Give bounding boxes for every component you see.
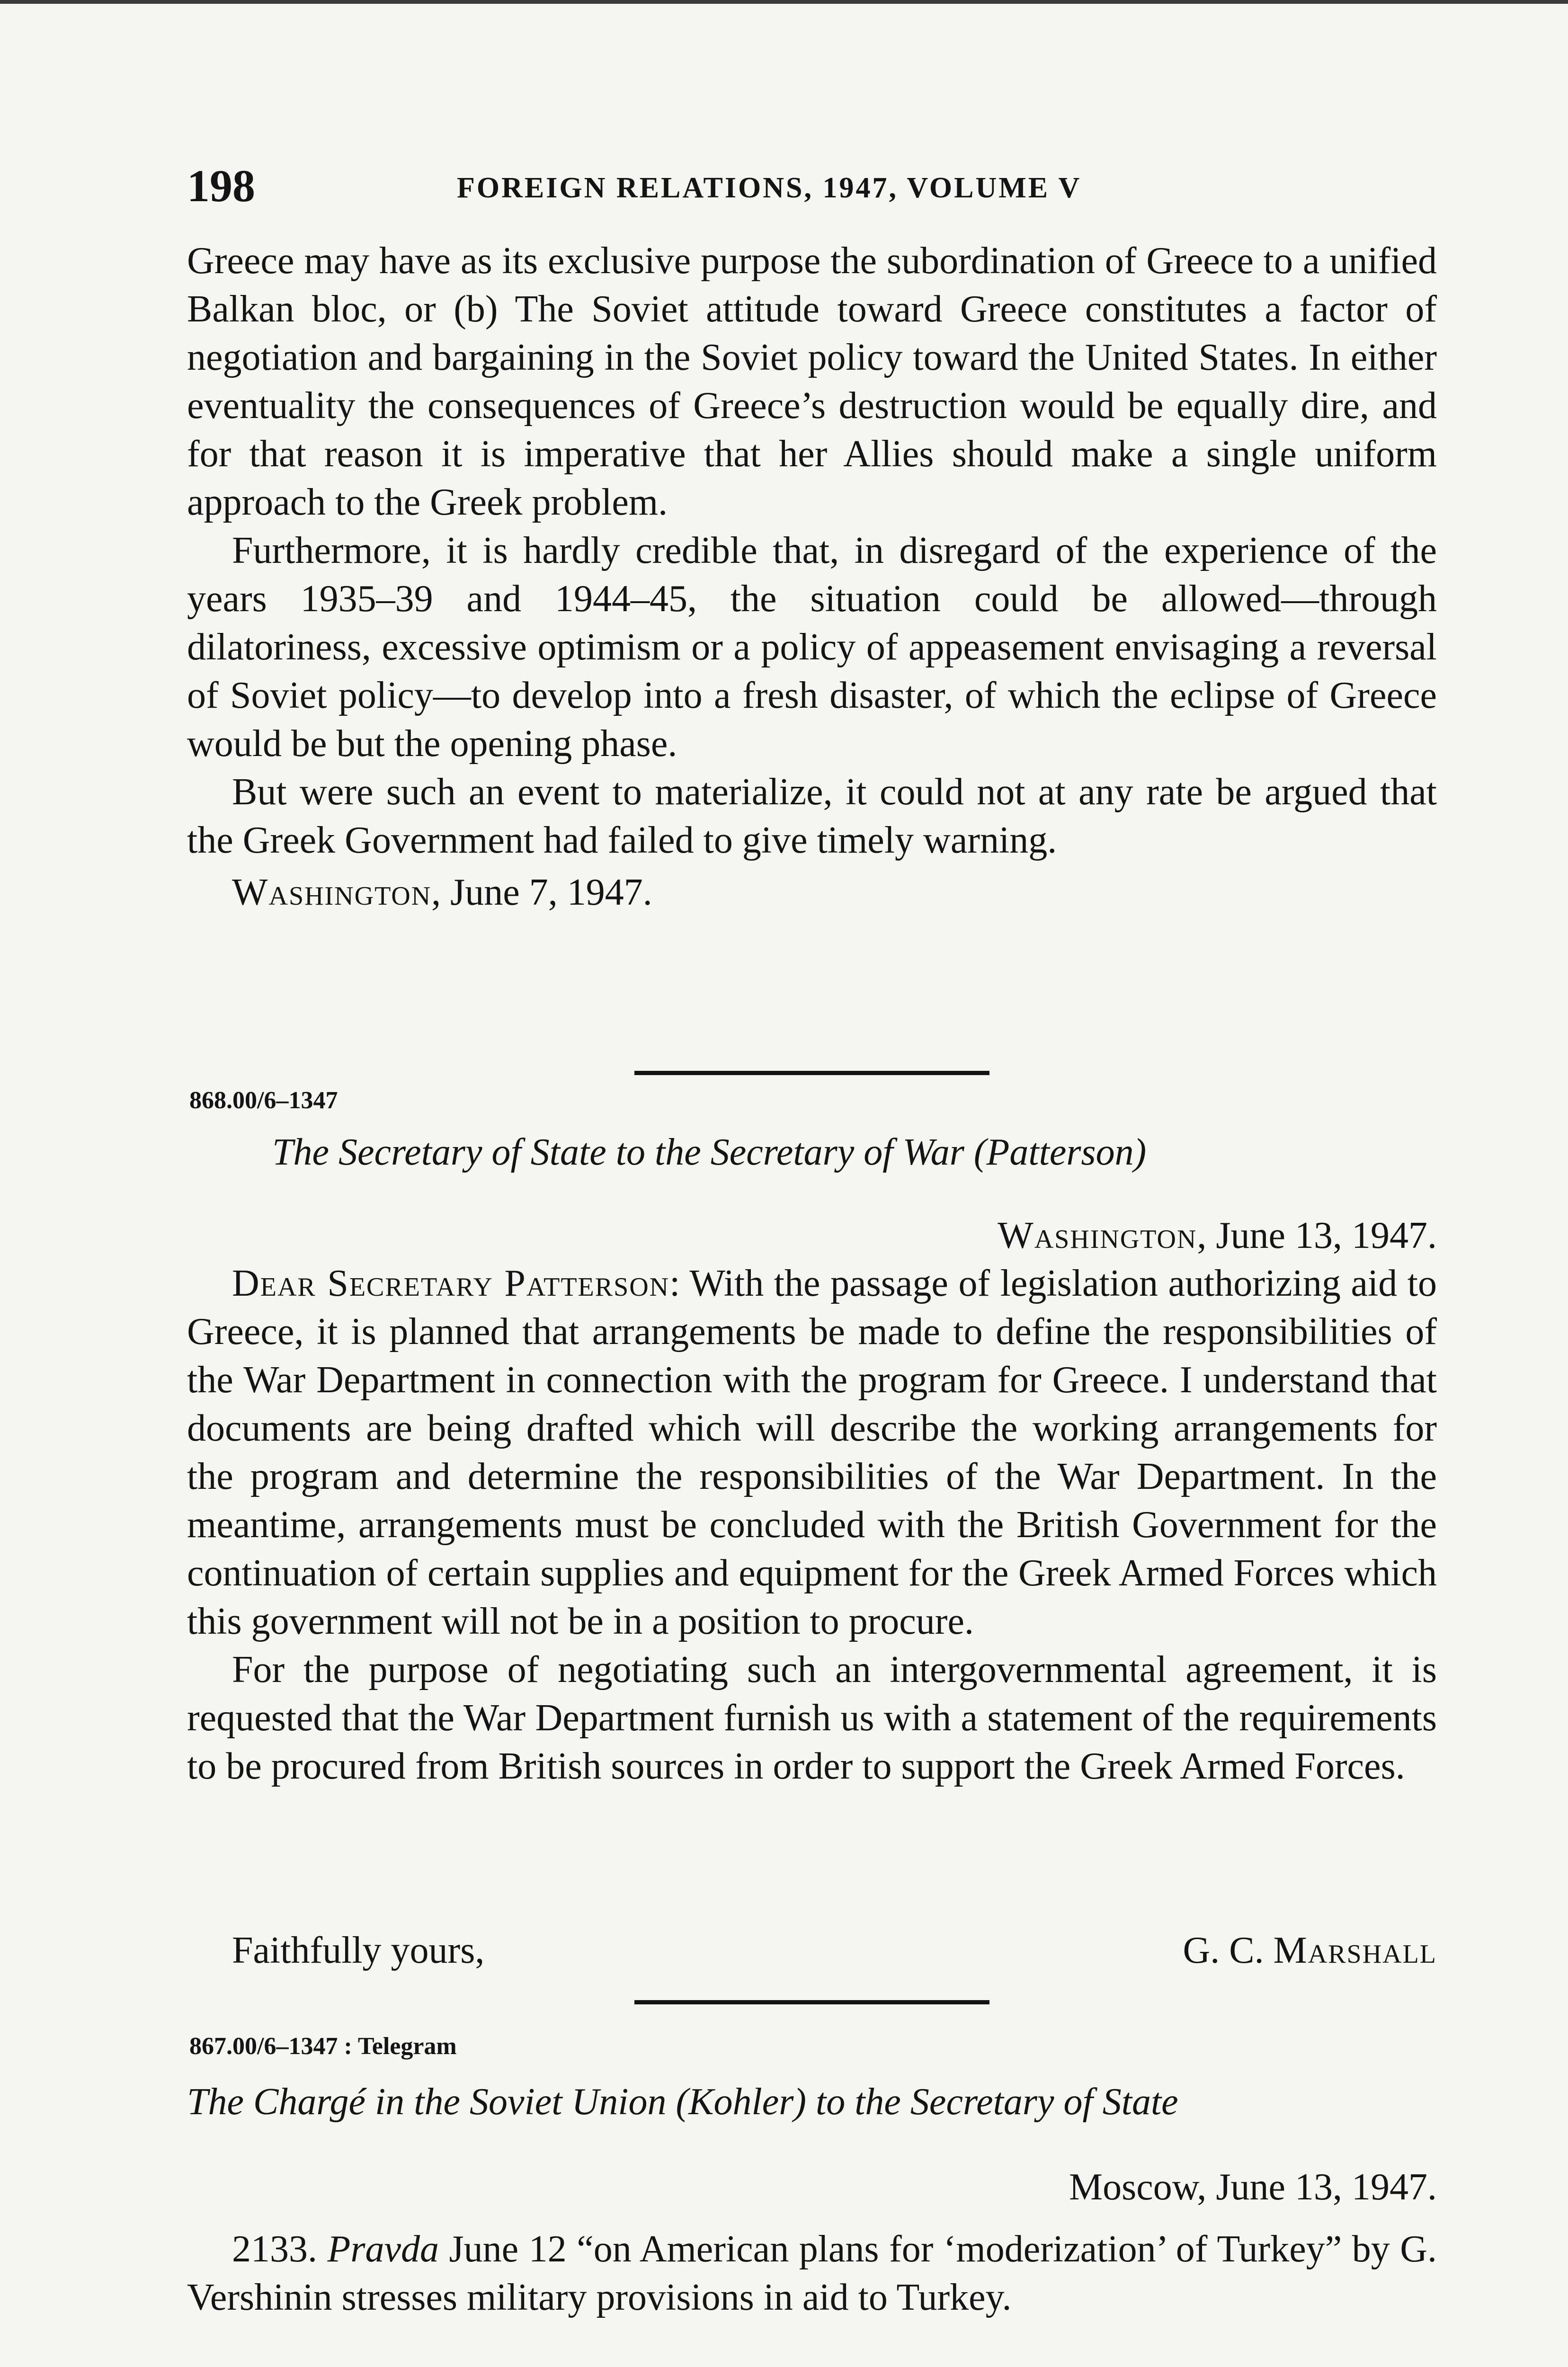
running-head xyxy=(187,160,1446,212)
paragraph-furthermore: Furthermore, it is hardly credible that, in disregard of the experience of the years 1935–39 and 1944–45, the situation could be allowed—through dilatoriness, excessive optimism or a policy of appeasement envisaging a reversal of Soviet policy—to develop into a fresh disaster, of which the eclipse of Greece would be but the opening phase. xyxy=(187,530,1437,765)
letter-heading: The Secretary of State to the Secretary of War (Patterson) xyxy=(272,1131,1147,1173)
page-number: 198 xyxy=(187,160,255,211)
telegram-heading: The Chargé in the Soviet Union (Kohler) to the Secretary of State xyxy=(187,2081,1178,2123)
memorandum-continuation xyxy=(187,237,1437,917)
section-divider xyxy=(634,1071,989,1075)
paragraph-legislation-text: : With the passage of legislation authorizing aid to Greece, it is planned that arrangements be made to define the responsibilities of the War Department in connection with the program for Greece. I understand that documents are being drafted which will describe the working arrangements for the program and determine the responsibilities of the War Department. In the meantime, arrangements must be concluded with the British Government for the continuation of certain supplies and equipment for the Greek Armed Forces which this government will not be in a position to procure. xyxy=(187,1263,1437,1642)
running-title: FOREIGN RELATIONS, 1947, VOLUME V xyxy=(457,172,1082,204)
letter-body xyxy=(187,1259,1437,1790)
telegram-dateline: Moscow, June 13, 1947. xyxy=(1069,2166,1437,2208)
telegram-number: 2133. xyxy=(232,2228,328,2270)
dateline-date: , June 7, 1947. xyxy=(431,872,652,913)
closing: Faithfully yours, xyxy=(232,1930,485,1971)
signature xyxy=(1183,1927,1437,1974)
document-file-number: 867.00/6–1347 : Telegram xyxy=(189,2033,457,2060)
publication-name: Pravda xyxy=(327,2228,439,2270)
document-file-number: 868.00/6–1347 xyxy=(189,1087,338,1114)
dateline-date: , June 13, 1947. xyxy=(1197,1215,1437,1256)
signature-name: Marshall xyxy=(1273,1930,1437,1971)
telegram-body xyxy=(187,2225,1437,2322)
section-divider xyxy=(634,2000,989,2004)
paragraph-pravda-text: June 12 “on American plans for ‘moderization’ of Turkey” by G. Vershinin stresses military provisions in aid to Turkey. xyxy=(187,2228,1437,2318)
page-top-edge xyxy=(0,0,1568,4)
paragraph-timely-warning: But were such an event to materialize, it could not at any rate be argued that the Greek Government had failed to give timely warning. xyxy=(187,771,1437,861)
letter-dateline xyxy=(187,1212,1437,1259)
signature-initials: G. C. xyxy=(1183,1930,1274,1971)
memorandum-dateline xyxy=(187,868,1437,917)
dateline-place: Washington xyxy=(998,1215,1197,1256)
paragraph-negotiating: For the purpose of negotiating such an intergovernmental agreement, it is requested that the War Department furnish us with a statement of the requirements to be procured from British sources in order to support the Greek Armed Forces. xyxy=(187,1649,1437,1787)
dateline-place: Washington xyxy=(232,872,432,913)
paragraph-pravda xyxy=(187,2225,1437,2322)
paragraph-greece-purpose: Greece may have as its exclusive purpose the subordination of Greece to a unified Balkan bloc, or (b) The Soviet attitude toward Greece constitutes a factor of negotiation and bargaining in the Soviet policy toward the United States. In either eventuality the consequences of Greece’s destruction would be equally dire, and for that reason it is imperative that her Allies should make a single uniform approach to the Greek problem. xyxy=(187,240,1437,523)
salutation: Dear Secretary Patterson xyxy=(232,1263,670,1304)
paragraph-legislation xyxy=(187,1259,1437,1646)
